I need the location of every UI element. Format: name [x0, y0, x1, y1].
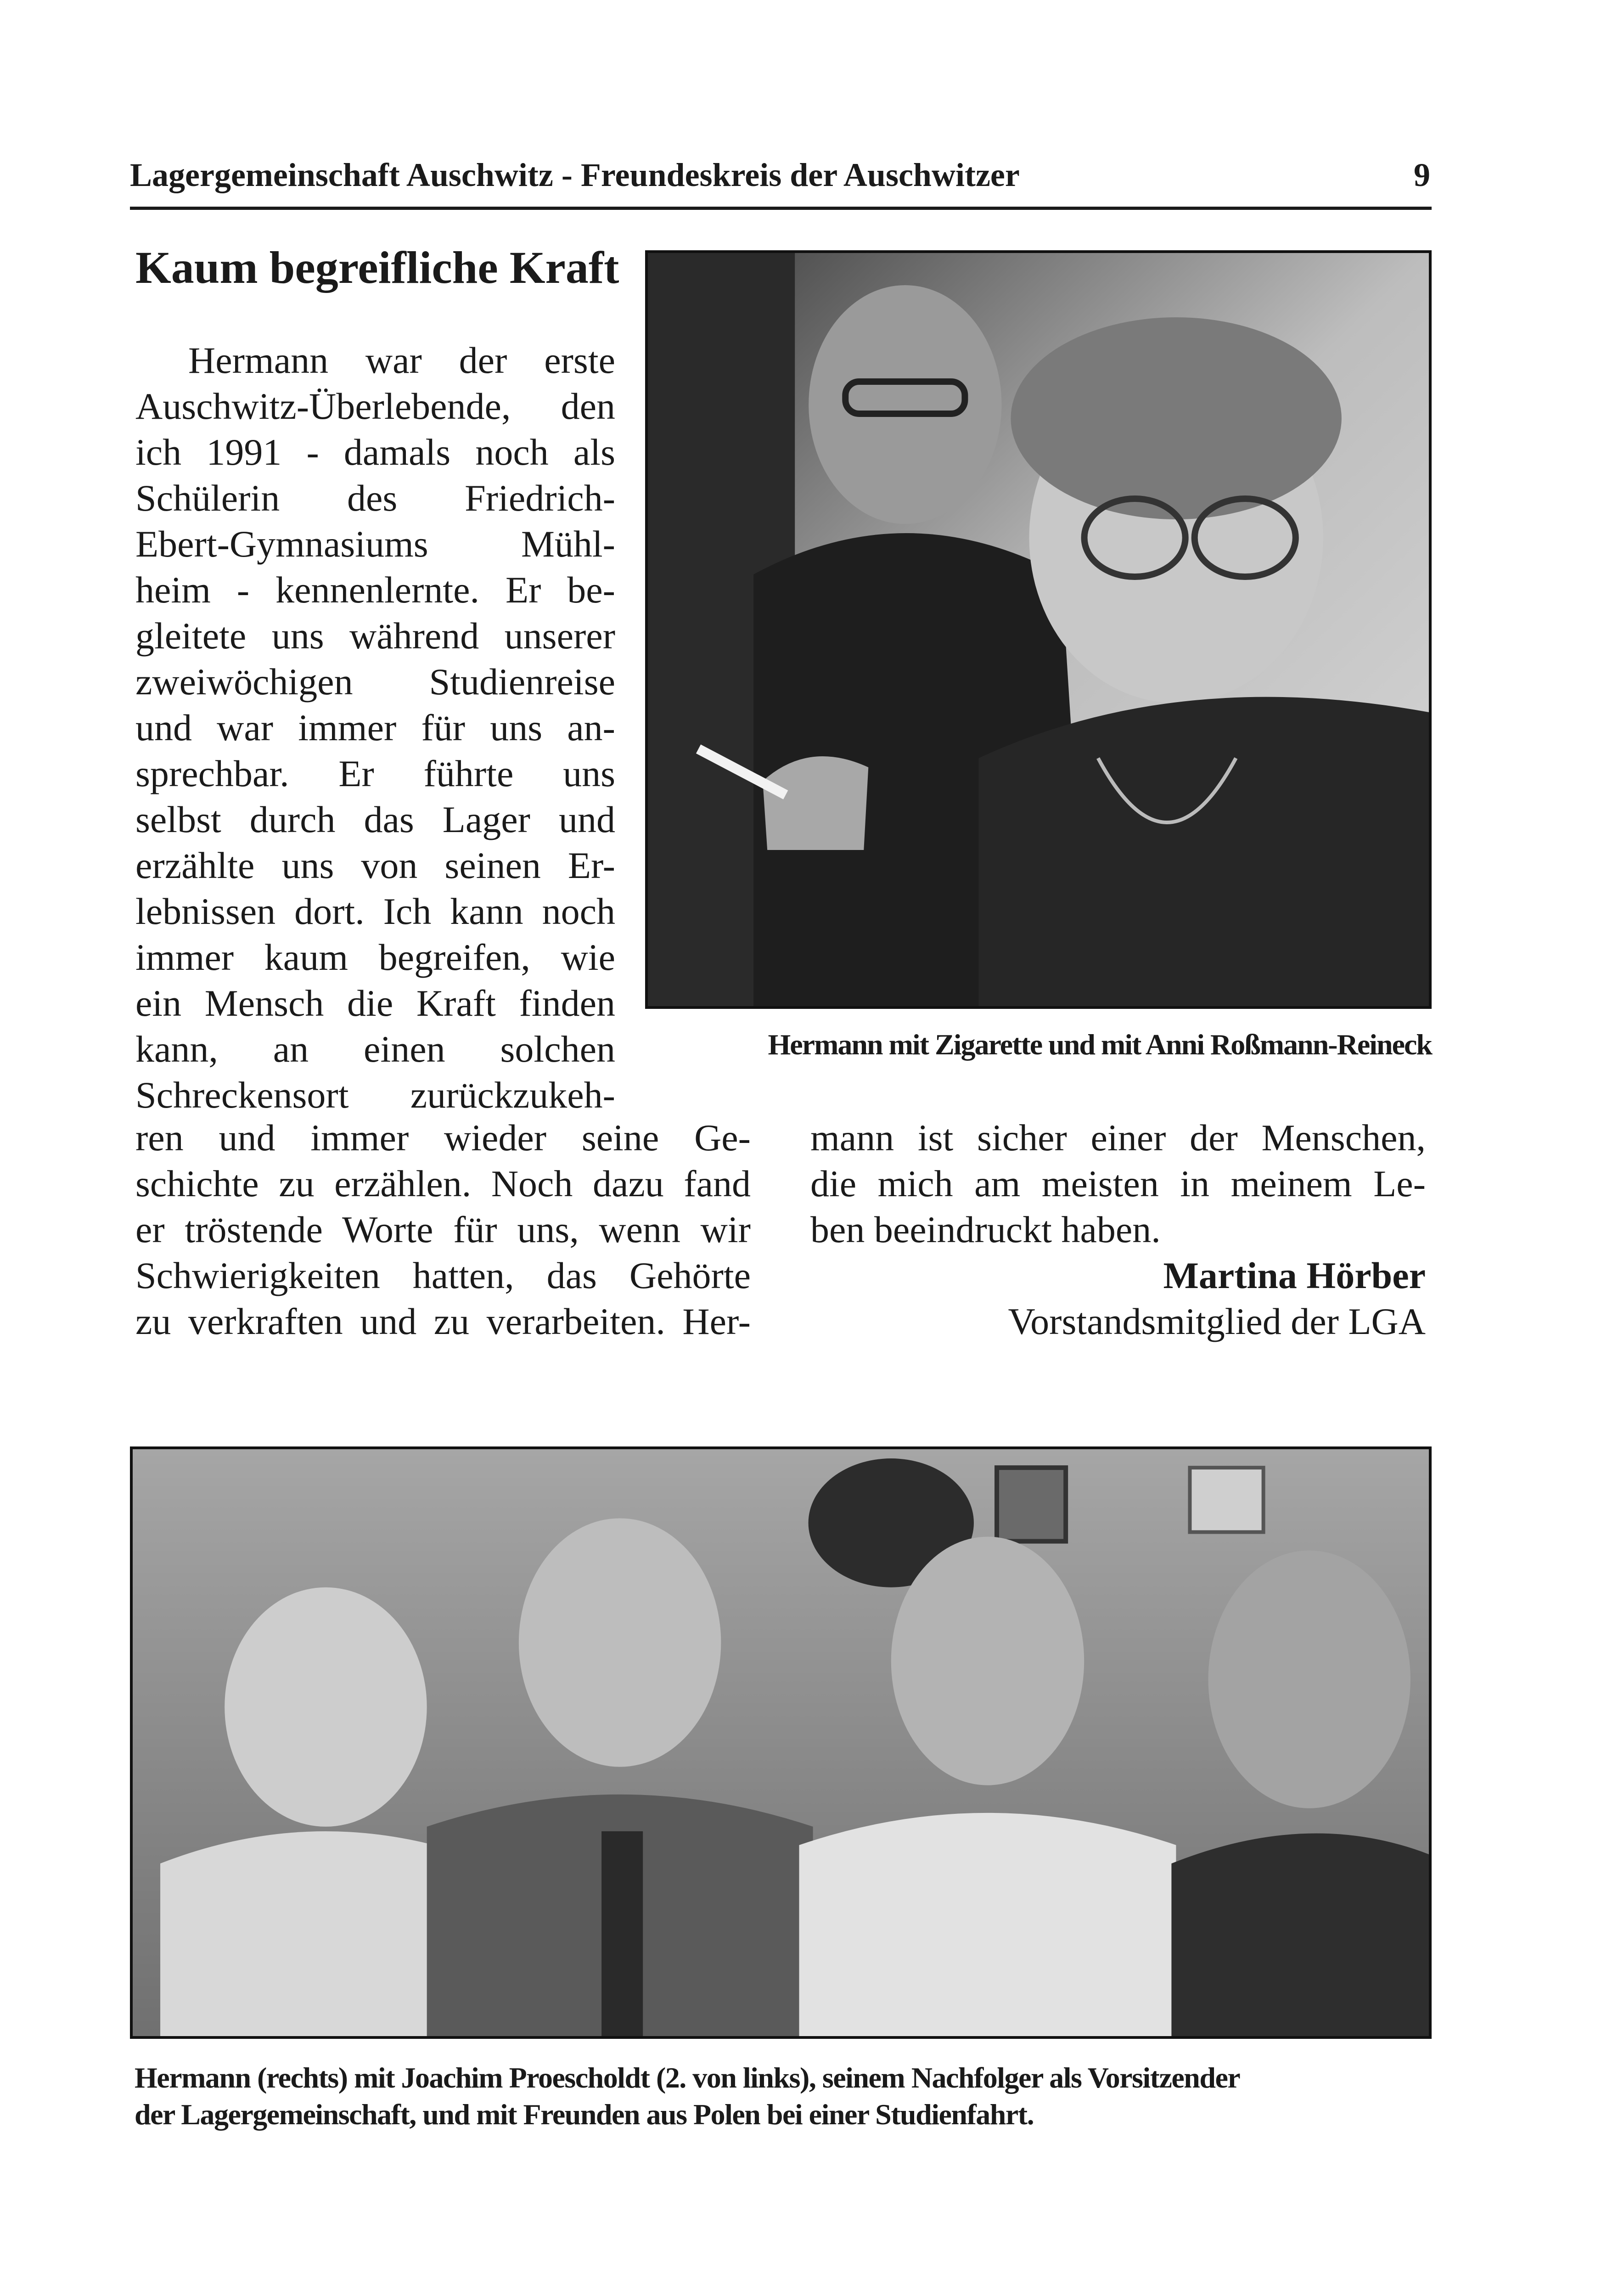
body-line: schichte zu erzählen. Noch dazu fand: [135, 1163, 751, 1204]
body-line: selbst durch das Lager und: [135, 799, 615, 840]
bottom-photo-caption-line: der Lagergemeinschaft, und mit Freunden aus Polen bei einer Studienfahrt.: [135, 2098, 1034, 2131]
body-line: Schreckensort zurückzukeh-: [135, 1074, 615, 1116]
body-line: ein Mensch die Kraft finden: [135, 982, 615, 1024]
running-header-title: Lagergemeinschaft Auschwitz - Freundeskreis der Auschwitzer: [130, 157, 1020, 193]
body-line: heim - kennenlernte. Er be-: [135, 569, 615, 611]
header-rule: [130, 207, 1432, 210]
top-photo-caption: Hermann mit Zigarette und mit Anni Roßmann-Reineck: [768, 1028, 1432, 1061]
photo-image: [648, 253, 1429, 1006]
author-role: Vorstandsmitglied der LGA: [1008, 1300, 1426, 1342]
body-line: lebnissen dort. Ich kann noch: [135, 890, 615, 932]
body-line: Schwierigkeiten hatten, das Gehörte: [135, 1255, 751, 1296]
body-line: gleitete uns während unserer: [135, 615, 615, 657]
body-line: kann, an einen solchen: [135, 1028, 615, 1070]
bottom-photo-caption-line: Hermann (rechts) mit Joachim Proescholdt (2. von links), seinem Nachfolger als Vorsitzender: [135, 2061, 1240, 2094]
body-line: immer kaum begreifen, wie: [135, 936, 615, 978]
photo-group-study-trip: [130, 1446, 1432, 2039]
body-line: und war immer für uns an-: [135, 707, 615, 748]
photo-image: [133, 1449, 1429, 2036]
body-line: er tröstende Worte für uns, wenn wir: [135, 1209, 751, 1250]
photo-hermann-and-anni: [645, 250, 1432, 1009]
body-line: erzählte uns von seinen Er-: [135, 844, 615, 886]
body-line: Hermann war der erste: [188, 339, 615, 381]
author-name: Martina Hörber: [1163, 1255, 1426, 1296]
body-line: Schülerin des Friedrich-: [135, 477, 615, 519]
body-line: mann ist sicher einer der Menschen,: [810, 1117, 1426, 1159]
body-line: ben beeindruckt haben.: [810, 1209, 1161, 1250]
body-line: sprechbar. Er führte uns: [135, 753, 615, 794]
body-line: ren und immer wieder seine Ge-: [135, 1117, 751, 1159]
body-line: ich 1991 - damals noch als: [135, 431, 615, 473]
body-line: Ebert-Gymnasiums Mühl-: [135, 523, 615, 565]
article-title: Kaum begreifliche Kraft: [135, 242, 619, 293]
body-line: die mich am meisten in meinem Le-: [810, 1163, 1426, 1204]
page-number: 9: [1414, 157, 1430, 193]
body-line: Auschwitz-Überlebende, den: [135, 385, 615, 427]
body-line: zu verkraften und zu verarbeiten. Her-: [135, 1300, 751, 1342]
body-line: zweiwöchigen Studienreise: [135, 661, 615, 703]
